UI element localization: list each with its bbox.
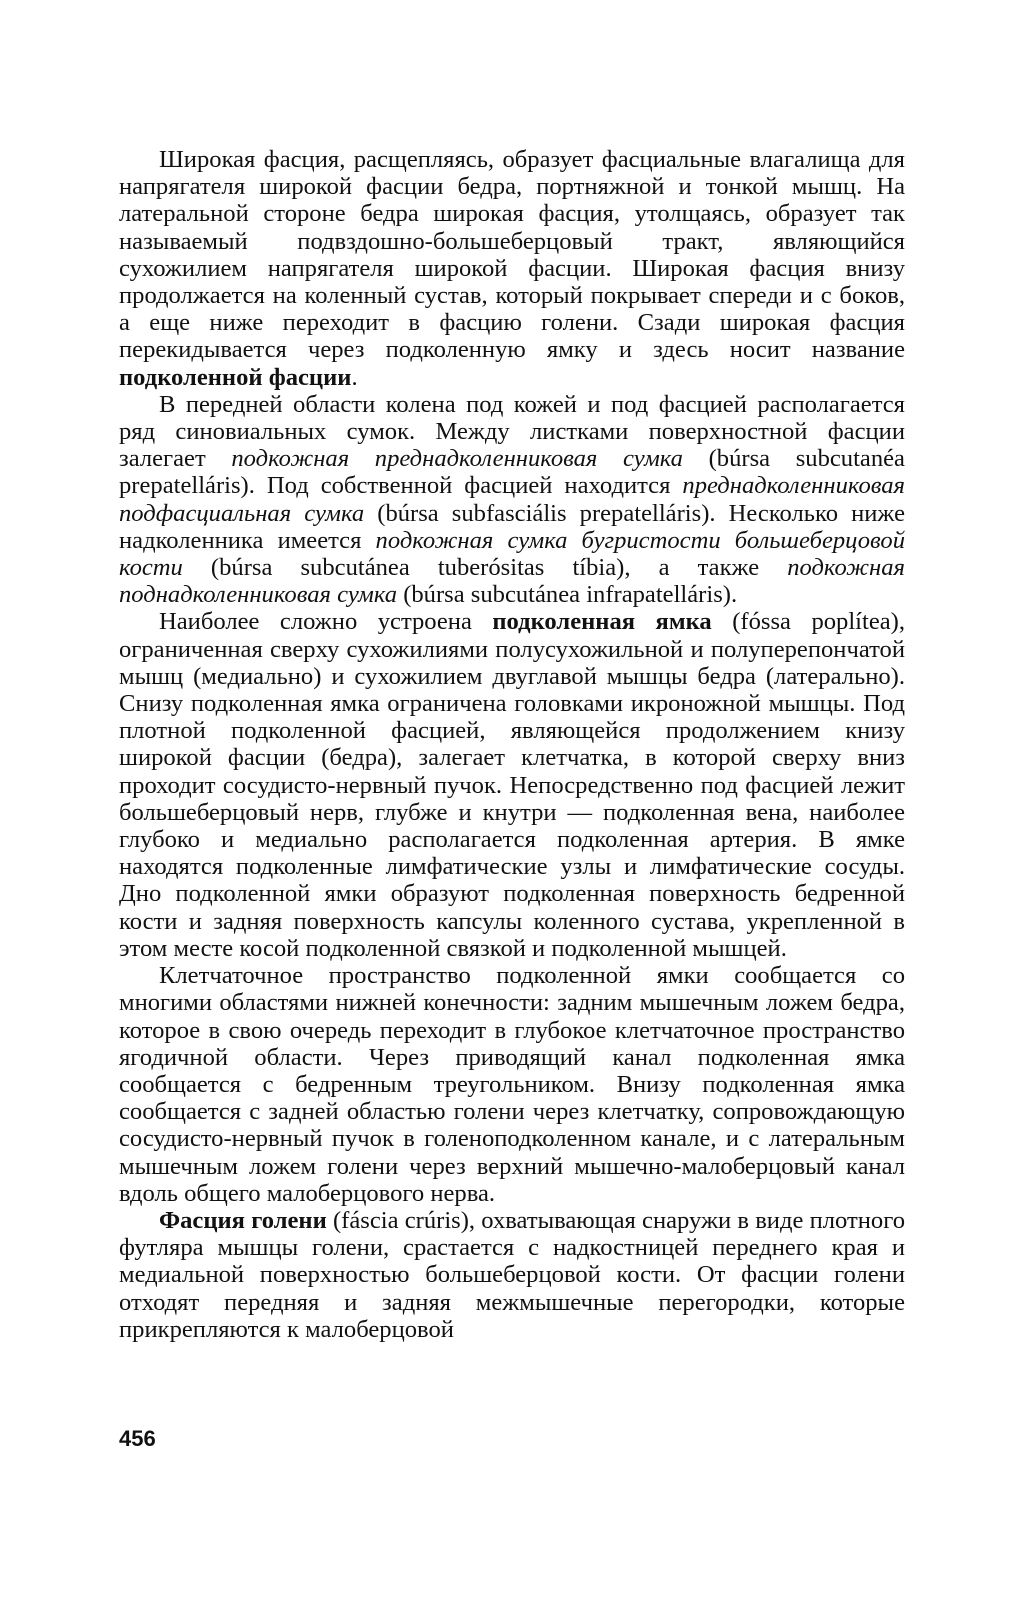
text-run: Клетчаточное пространство подколенной ямки сообщается со многими областями нижней конечности: задним мышечным ложем бедра, которое в свою очередь переходит в глубокое клетчаточное пространство ягодичной области. Через приводящий канал подколенная ямка сообщается с бедренным треугольником. Внизу подколенная ямка сообщается с задней областью голени через клетчатку, сопровождающую сосудисто-нервный пучок в голеноподколенном канале, и с латеральным мышечным ложем голени через верхний мышечно-малоберцовый канал вдоль общего малоберцового нерва.	[119, 962, 905, 1207]
paragraph-popliteal-fat-space	[119, 962, 905, 1207]
paragraph-crural-fascia	[119, 1207, 905, 1343]
italic-term: подкожная сумка бугристости большеберцовой кости	[119, 526, 905, 582]
text-run: (búrsa subfasciális prepatelláris). Несколько ниже надколенника имеется	[119, 499, 905, 554]
italic-term: подкожная преднадколенниковая сумка	[231, 445, 683, 473]
text-run: .	[351, 363, 358, 391]
italic-term: преднадколенниковая подфасциальная сумка	[119, 472, 905, 527]
paragraph-fascia-lata	[119, 146, 905, 391]
text-run: (búrsa subcutanéa prepatelláris). Под собственной фасцией находится	[119, 445, 905, 500]
text-run: Широкая фасция, расщепляясь, образует фасциальные влагалища для напрягателя широкой фасции бедра, портняжной и тонкой мышц. На латеральной стороне бедра широкая фасция, утолщаясь, образует так называемый подвздошно-большеберцовый тракт, являющийся сухожилием напрягателя широкой фасции. Широкая фасция внизу продолжается на коленный сустав, который покрывает спереди и с боков, а еще ниже переходит в фасцию голени. Сзади широкая фасция перекидывается через подколенную ямку и здесь носит название	[119, 146, 905, 364]
text-run: Наиболее сложно устроена	[159, 608, 493, 636]
text-run: (búrsa subcutánea infrapatelláris).	[397, 581, 738, 609]
page-number: 456	[119, 1426, 156, 1451]
text-run: (fáscia crúris), охватывающая снаружи в виде плотного футляра мышцы голени, срастается с надкостницей переднего края и медиальной поверхностью большеберцовой кости. От фасции голени отходят передняя и задняя межмышечные перегородки, которые прикрепляются к малоберцовой	[119, 1206, 905, 1343]
bold-term: подколенная ямка	[492, 608, 712, 636]
bold-term: подколенной фасции	[119, 363, 352, 391]
bold-term: Фасция голени	[159, 1206, 327, 1234]
text-run: (búrsa subcutánea tuberósitas tíbia), а также	[182, 554, 788, 582]
text-run: (fóssa poplítea), ограниченная сверху сухожилиями полусухожильной и полуперепончатой мышц (медиально) и сухожилием двуглавой мышцы бедра (латерально). Снизу подколенная ямка ограничена головками икроножной мышцы. Под плотной подколенной фасцией, являющейся продолжением книзу широкой фасции (бедра), залегает клетчатка, в которой сверху вниз проходит сосудисто-нервный пучок. Непосредственно под фасцией лежит большеберцовый нерв, глубже и кнутри — подколенная вена, наиболее глубоко и медиально располагается подколенная артерия. В ямке находятся подколенные лимфатические узлы и лимфатические сосуды. Дно подколенной ямки образуют подколенная поверхность бедренной кости и задняя поверхность капсулы коленного сустава, укрепленной в этом месте косой подколенной связкой и подколенной мышцей.	[119, 608, 905, 962]
page-body	[119, 146, 905, 1343]
paragraph-knee-bursae	[119, 391, 905, 609]
italic-term: подкожная поднадколенниковая сумка	[119, 554, 905, 609]
paragraph-popliteal-fossa	[119, 608, 905, 962]
text-run: В передней области колена под кожей и под фасцией располагается ряд синовиальных сумок. Между листками поверхностной фасции залегает	[119, 390, 905, 473]
